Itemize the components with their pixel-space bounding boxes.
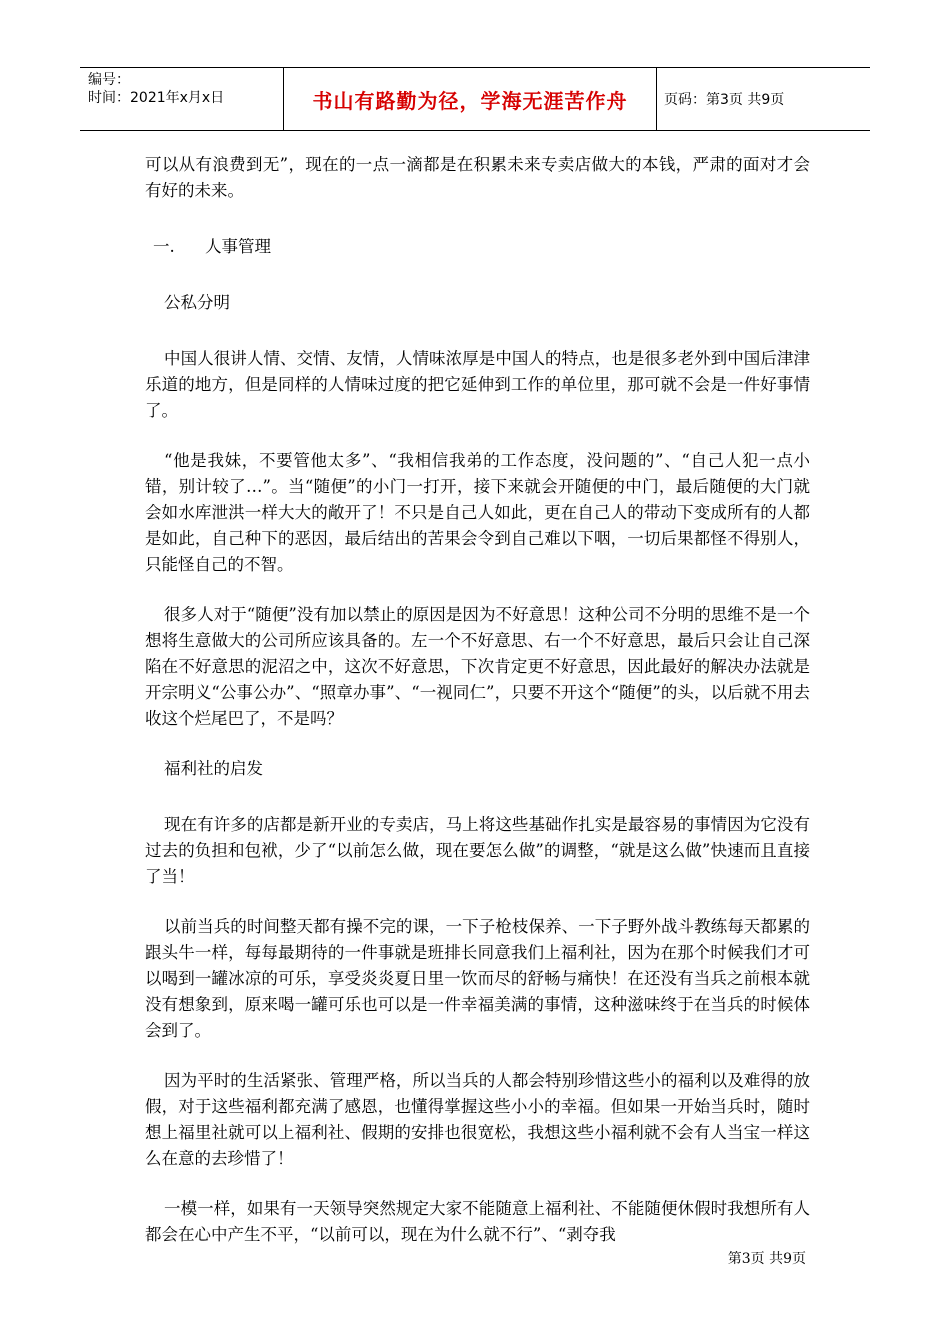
intro-paragraph: 可以从有浪费到无”，现在的一点一滴都是在积累未来专卖店做大的本钱，严肃的面对才会有好的未来。 [145,155,810,200]
header-motto-cell [283,68,657,130]
paragraph-3: 很多人对于“随便”没有加以禁止的原因是因为不好意思！这种公司不分明的思维不是一个想将生意做大的公司所应该具备的。左一个不好意思、右一个不好意思，最后只会让自己深陷在不好意思的泥沼之中，这次不好意思，下次肯定更不好意思，因此最好的解决办法就是开宗明义“公事公办”、“照章办事”、“一视同仁”，只要不开这个“随便”的头，以后就不用去收这个烂尾巴了，不是吗？ [145,605,810,728]
section-heading [153,234,810,260]
subheading-public-private: 公私分明 [164,293,230,312]
serial-number-label: 编号： [88,72,130,88]
header-meta-cell [80,68,283,130]
paragraph-2: “他是我妹，不要管他太多”、“我相信我弟的工作态度，没问题的”、“自己人犯一点小错，别计较了…”。当“随便”的小门一打开，接下来就会开随便的中门，最后随便的大门就会如水库泄洪一样大大的敞开了！不只是自己人如此，更在自己人的带动下变成所有的人都是如此，自己种下的恶因，最后结出的苦果会令到自己难以下咽，一切后果都怪不得别人，只能怪自己的不智。 [145,451,810,574]
section-title: 人事管理 [205,237,271,256]
footer-page-number: 第3页 共9页 [727,1251,806,1267]
subheading-welfare: 福利社的启发 [164,759,263,778]
paragraph-7: 一模一样，如果有一天领导突然规定大家不能随意上福利社、不能随便休假时我想所有人都会在心中产生不平，“以前可以，现在为什么就不行”、“剥夺我 [145,1199,810,1244]
time-label: 时间：2021年x月x日 [88,90,225,106]
document-body [145,152,810,1272]
header-page-cell [656,68,870,130]
paragraph-4: 现在有许多的店都是新开业的专卖店，马上将这些基础作扎实是最容易的事情因为它没有过去的负担和包袱，少了“以前怎么做，现在要怎么做”的调整，“就是这么做”快速而且直接了当！ [145,815,810,886]
paragraph-1: 中国人很讲人情、交情、友情，人情味浓厚是中国人的特点，也是很多老外到中国后津津乐道的地方，但是同样的人情味过度的把它延伸到工作的单位里，那可就不会是一件好事情了。 [145,349,810,420]
header-page-number: 页码：第3页 共9页 [664,92,785,108]
paragraph-5: 以前当兵的时间整天都有操不完的课，一下子枪枝保养、一下子野外战斗教练每天都累的跟头牛一样，每每最期待的一件事就是班排长同意我们上福利社，因为在那个时候我们才可以喝到一罐冰凉的可乐，享受炎炎夏日里一饮而尽的舒畅与痛快！在还没有当兵之前根本就没有想象到，原来喝一罐可乐也可以是一件幸福美满的事情，这种滋味终于在当兵的时候体会到了。 [145,917,810,1040]
document-header [80,67,870,131]
section-number: 一. [153,237,175,256]
paragraph-6: 因为平时的生活紧张、管理严格，所以当兵的人都会特别珍惜这些小的福利以及难得的放假，对于这些福利都充满了感恩，也懂得掌握这些小小的幸福。但如果一开始当兵时，随时想上福里社就可以上福利社、假期的安排也很宽松，我想这些小福利就不会有人当宝一样这么在意的去珍惜了！ [145,1071,810,1168]
motto-text: 书山有路勤为径，学海无涯苦作舟 [312,88,628,113]
